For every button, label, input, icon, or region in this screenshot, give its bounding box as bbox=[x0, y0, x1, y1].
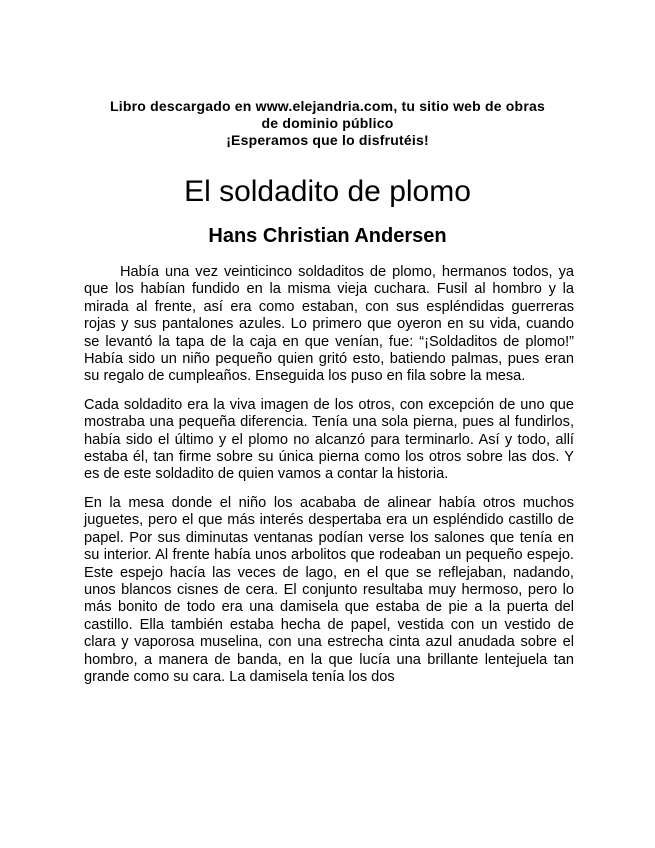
download-notice-line-1: Libro descargado en www.elejandria.com, tu sitio web de obras bbox=[110, 98, 545, 114]
download-notice-line-3: ¡Esperamos que lo disfrutéis! bbox=[226, 132, 429, 148]
download-notice bbox=[60, 98, 595, 149]
paragraph-3: En la mesa donde el niño los acababa de alinear había otros muchos juguetes, pero el que más interés despertaba era un espléndido castillo de papel. Por sus diminutas ventanas podían verse los salones que tenía en su interior. Al frente había unos arbolitos que rodeaban un pequeño espejo. Este espejo hacía las veces de lago, en el que se reflejaban, nadando, unos blancos cisnes de cera. El conjunto resultaba muy hermoso, pero lo más bonito de todo era una damisela que estaba de pie a la puerta del castillo. Ella también estaba hecha de papel, vestida con un vestido de clara y vaporosa muselina, con una estrecha cinta azul anudada sobre el hombro, a manera de banda, en la que lucía una brillante lentejuela tan grande como su cara. La damisela tenía los dos bbox=[84, 494, 574, 685]
book-title: El soldadito de plomo bbox=[184, 175, 471, 208]
book-author: Hans Christian Andersen bbox=[208, 225, 447, 247]
download-notice-line-2: de dominio público bbox=[261, 115, 394, 131]
paragraph-1: Había una vez veinticinco soldaditos de plomo, hermanos todos, ya que los habían fundido en la misma vieja cuchara. Fusil al hombro y la mirada al frente, así era como estaban, con sus espléndidas guerreras rojas y sus pantalones azules. Lo primero que oyeron en su vida, cuando se levantó la tapa de la caja en que venían, fue: “¡Soldaditos de plomo!” Había sido un niño pequeño quien gritó esto, batiendo palmas, pues eran su regalo de cumpleaños. Enseguida los puso en fila sobre la mesa. bbox=[84, 264, 574, 385]
story-body bbox=[84, 264, 574, 697]
paragraph-2: Cada soldadito era la viva imagen de los otros, con excepción de uno que mostraba una pequeña diferencia. Tenía una sola pierna, pues al fundirlos, había sido el último y el plomo no alcanzó para terminarlo. Así y todo, allí estaba él, tan firme sobre su única pierna como los otros sobre las dos. Y es de este soldadito de quien vamos a contar la historia. bbox=[84, 396, 574, 483]
